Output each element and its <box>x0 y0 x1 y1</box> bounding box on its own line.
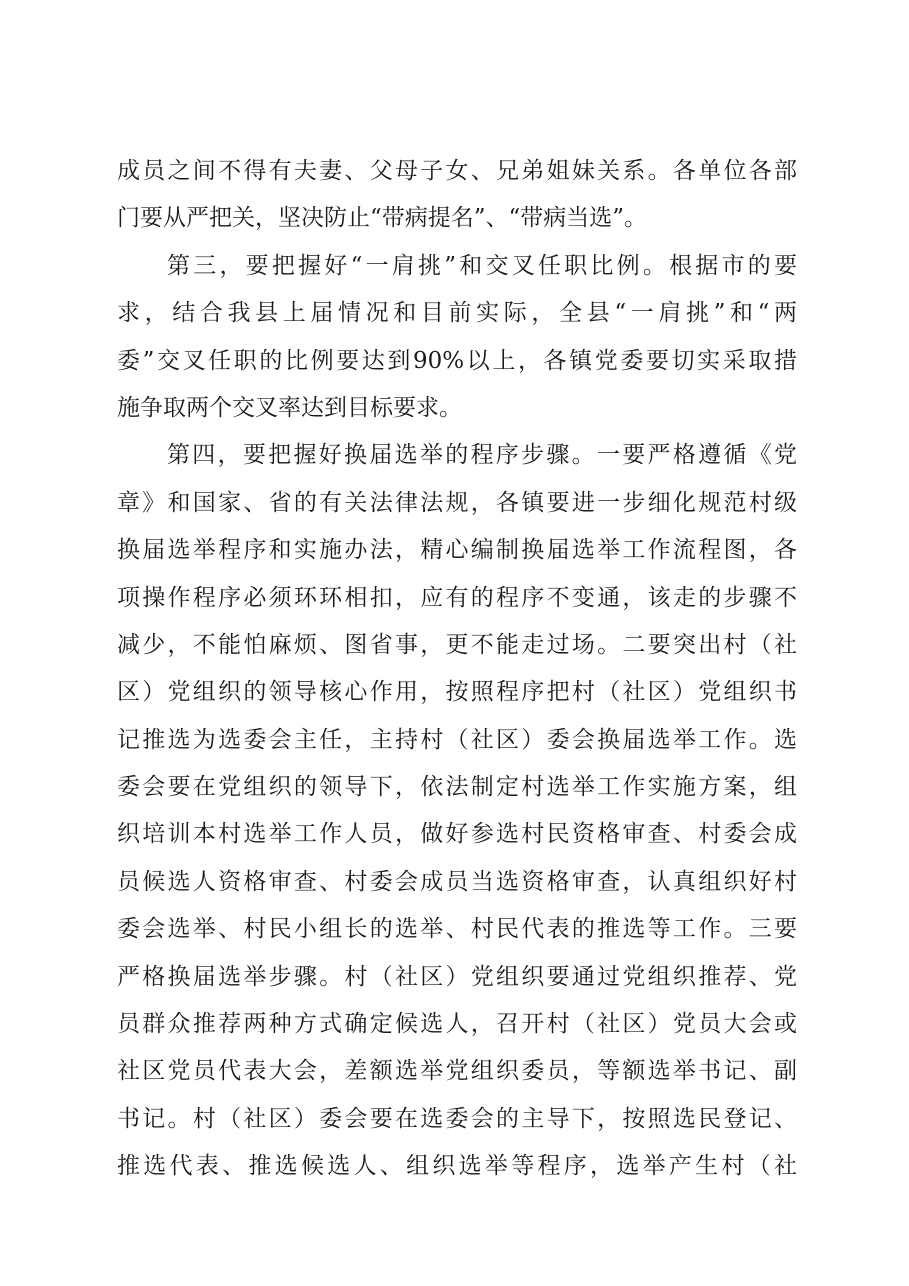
text-line-4: 求，结合我县上届情况和目前实际，全县“一肩挑”和“两 <box>117 300 797 327</box>
text-line-1: 成员之间不得有夫妻、父母子女、兄弟姐妹关系。各单位各部 <box>117 158 797 184</box>
text-line-7: 第四，要把握好换届选举的程序步骤。一要严格遵循《党 <box>167 442 797 469</box>
text-line-19: 员群众推荐两种方式确定候选人，召开村（社区）党员大会或 <box>117 1011 797 1038</box>
text-line-14: 委会要在党组织的领导下，依法制定村选举工作实施方案，组 <box>117 774 797 801</box>
text-line-6: 施争取两个交叉率达到目标要求。 <box>117 394 462 421</box>
text-line-5: 委”交叉任职的比例要达到90%以上，各镇党委要切实采取措 <box>117 347 797 374</box>
text-line-16: 员候选人资格审查、村委会成员当选资格审查，认真组织好村 <box>117 868 797 895</box>
text-line-15: 织培训本村选举工作人员，做好参选村民资格审查、村委会成 <box>117 821 797 848</box>
document-body <box>117 148 797 1191</box>
text-line-8: 章》和国家、省的有关法律法规，各镇要进一步细化规范村级 <box>117 489 797 516</box>
text-line-9: 换届选举程序和实施办法，精心编制换届选举工作流程图，各 <box>117 537 797 564</box>
text-line-10: 项操作程序必须环环相扣，应有的程序不变通，该走的步骤不 <box>117 584 797 611</box>
text-line-12: 区）党组织的领导核心作用，按照程序把村（社区）党组织书 <box>117 679 797 706</box>
text-line-13: 记推选为选委会主任，主持村（社区）委会换届选举工作。选 <box>117 726 797 753</box>
text-line-20: 社区党员代表大会，差额选举党组织委员，等额选举书记、副 <box>117 1058 797 1085</box>
text-line-3: 第三，要把握好“一肩挑”和交叉任职比例。根据市的要 <box>167 252 797 279</box>
text-line-22: 推选代表、推选候选人、组织选举等程序，选举产生村（社 <box>117 1153 797 1180</box>
text-line-21: 书记。村（社区）委会要在选委会的主导下，按照选民登记、 <box>117 1105 797 1132</box>
text-line-2: 门要从严把关，坚决防止“带病提名”、“带病当选”。 <box>117 205 648 232</box>
text-line-17: 委会选举、村民小组长的选举、村民代表的推选等工作。三要 <box>117 916 797 943</box>
text-line-11: 减少，不能怕麻烦、图省事，更不能走过场。二要突出村（社 <box>117 631 797 658</box>
text-line-18: 严格换届选举步骤。村（社区）党组织要通过党组织推荐、党 <box>117 963 797 990</box>
